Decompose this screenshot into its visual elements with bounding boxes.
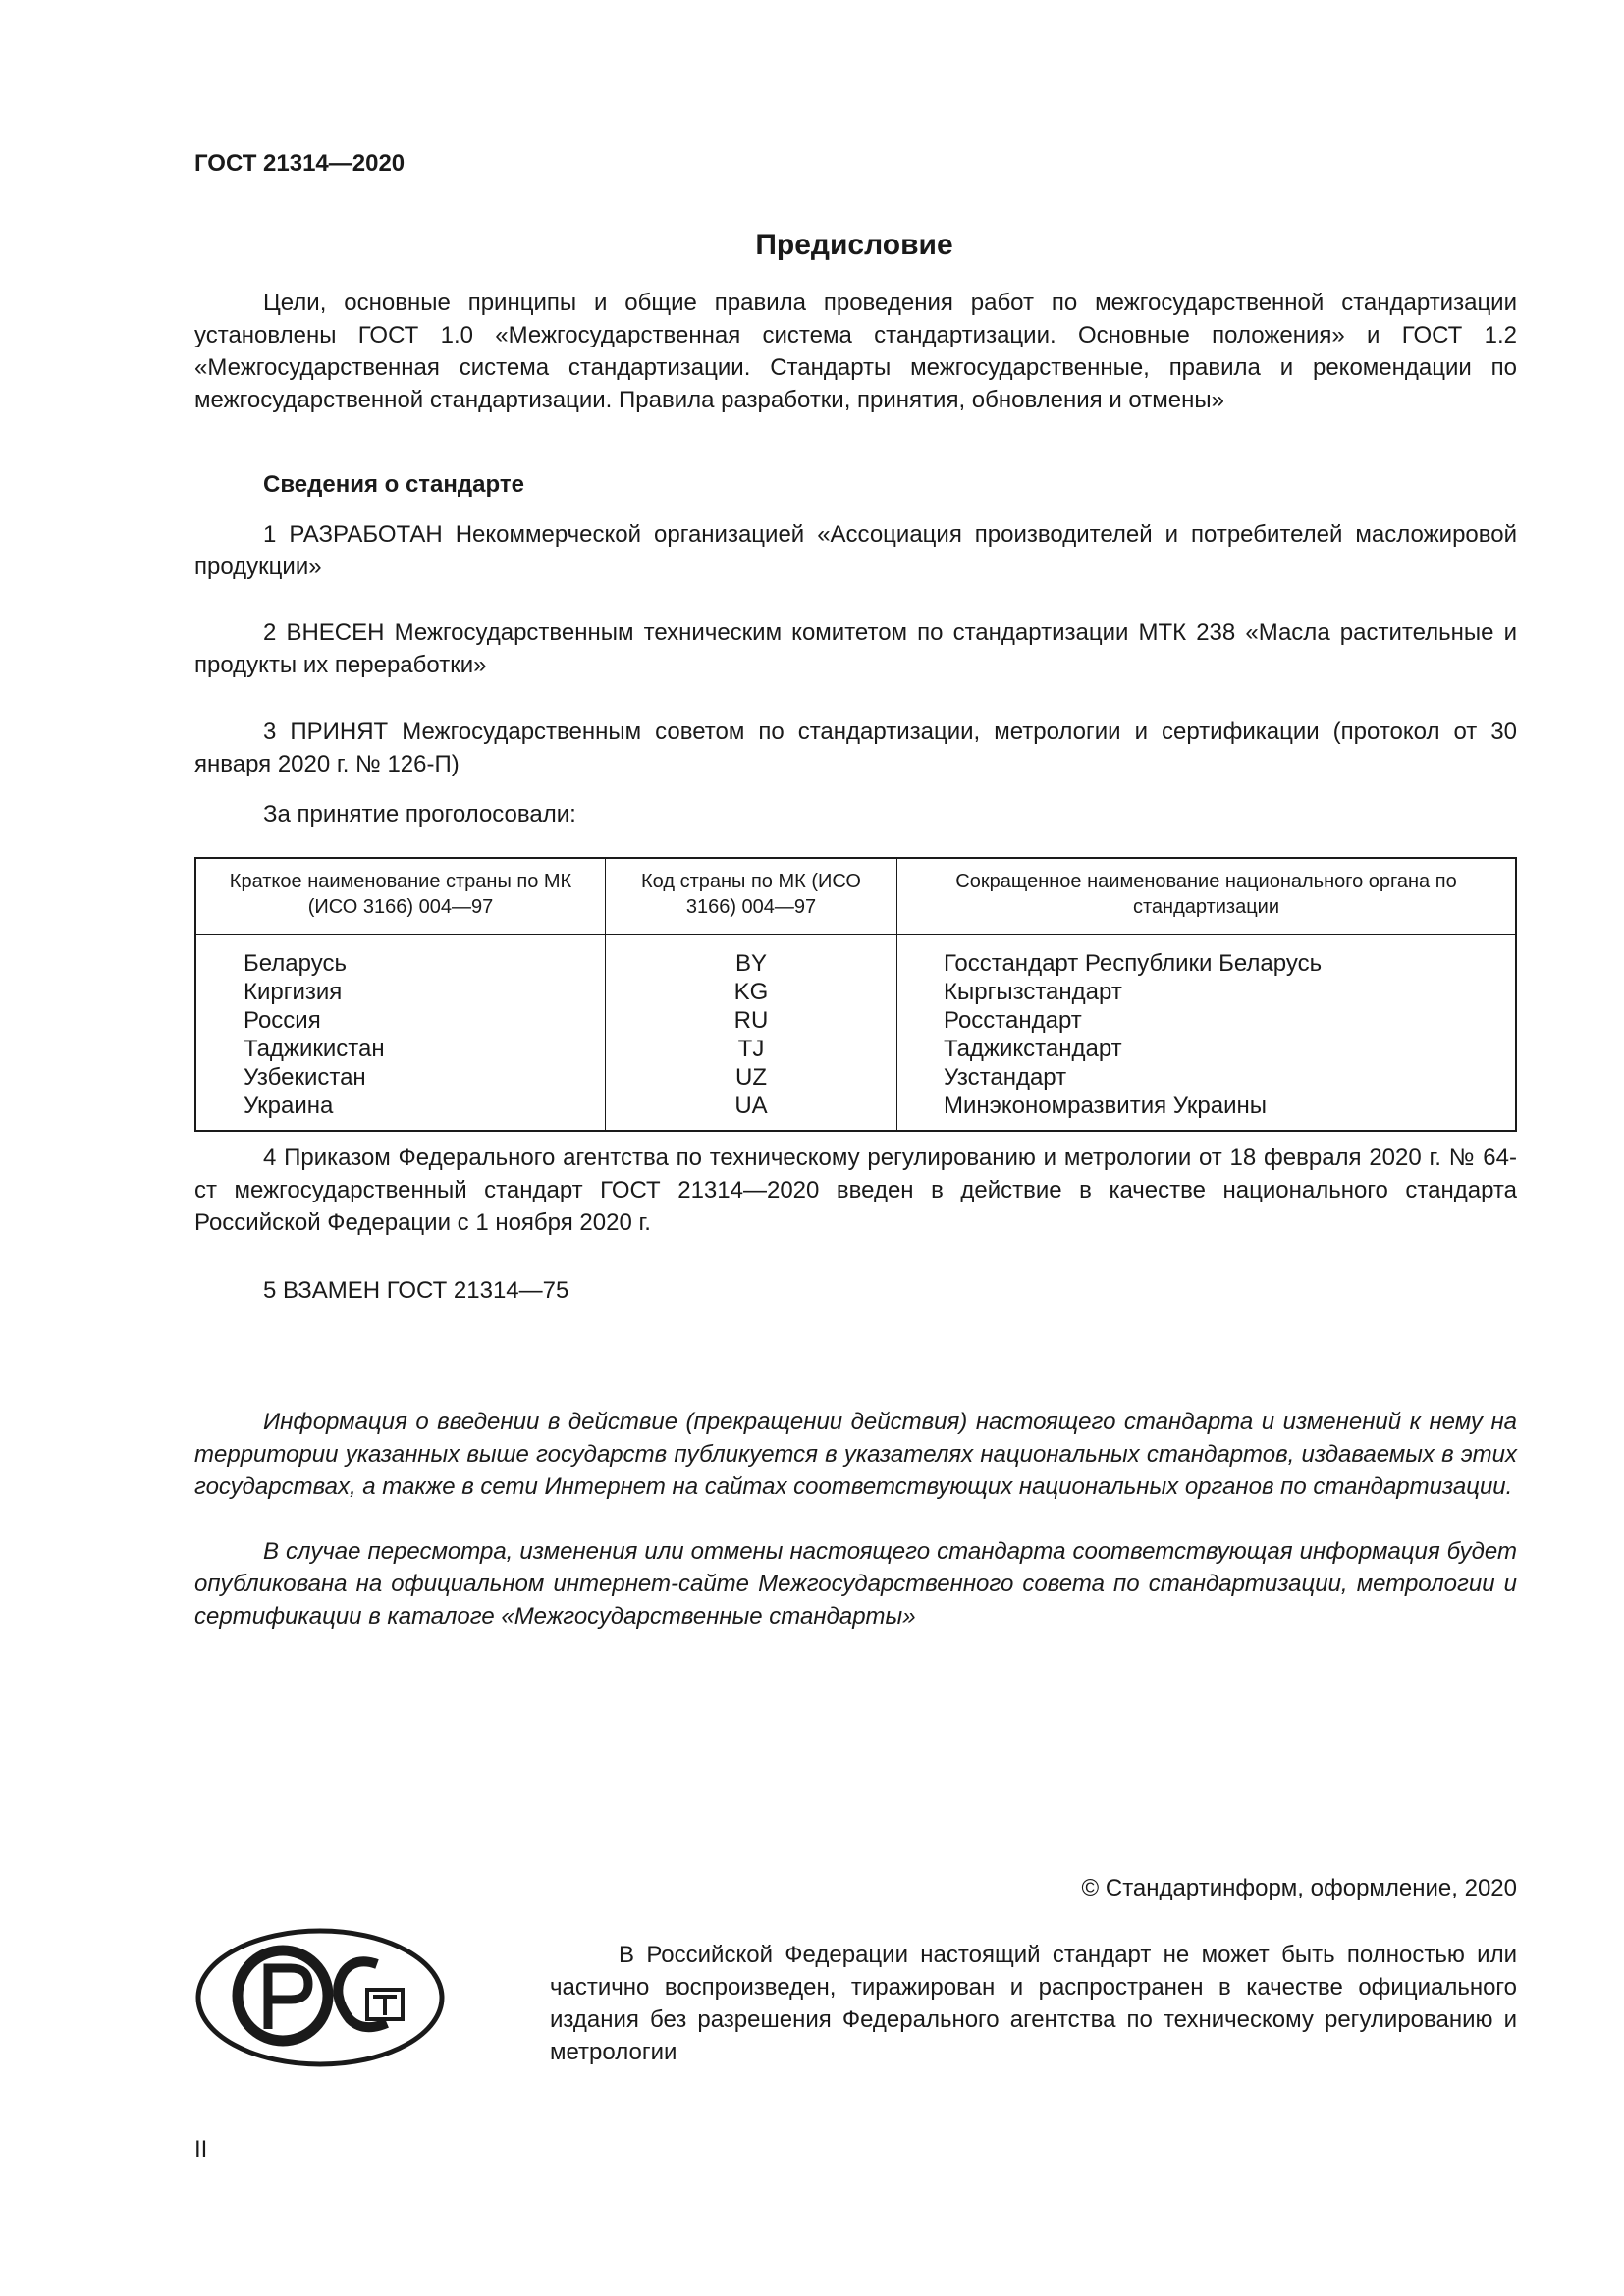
standards-body: Узстандарт bbox=[944, 1064, 1067, 1091]
table-row bbox=[195, 978, 1516, 1006]
rights-notice: В Российской Федерации настоящий стандарт не может быть полностью или частично воспроизведен, тиражирован и распространен в качестве официального издания без разрешения Федерального агентства по техническому регулированию и метрологии bbox=[550, 1942, 1517, 2065]
document-code: ГОСТ 21314—2020 bbox=[194, 150, 406, 177]
notice-publication: Информация о введении в действие (прекращении действия) настоящего стандарта и изменений к нему на территории указанных выше государств публикуется в указателях национальных стандартов, издаваемых в этих государствах, а также в сети Интернет на сайтах соответствующих национальных органов по стандартизации. bbox=[194, 1409, 1517, 1500]
notice-revision: В случае пересмотра, изменения или отмены настоящего стандарта соответствующая информация будет опубликована на официальном интернет-сайте Межгосударственного совета по стандартизации, метрологии и сертификации в каталоге «Межгосударственные стандарты» bbox=[194, 1538, 1517, 1629]
country-code: RU bbox=[606, 1006, 897, 1035]
country-name: Узбекистан bbox=[195, 1063, 606, 1092]
standards-body: Минэкономразвития Украины bbox=[944, 1093, 1268, 1119]
standards-body: Росстандарт bbox=[944, 1007, 1082, 1034]
table-header-row bbox=[195, 858, 1516, 934]
country-name: Таджикистан bbox=[195, 1035, 606, 1063]
country-code: TJ bbox=[606, 1035, 897, 1063]
rst-certification-mark-icon bbox=[194, 1927, 446, 2068]
standards-body: Госстандарт Республики Беларусь bbox=[944, 950, 1323, 977]
item-enactment-order: 4 Приказом Федерального агентства по техническому регулированию и метрологии от 18 февраля 2020 г. № 64-ст межгосударственный стандарт ГОСТ 21314—2020 введен в действие в качестве национального стандарта Российской Федерации с 1 ноября 2020 г. bbox=[194, 1145, 1517, 1236]
foreword-intro: Цели, основные принципы и общие правила проведения работ по межгосударственной стандартизации установлены ГОСТ 1.0 «Межгосударственная система стандартизации. Основные положения» и ГОСТ 1.2 «Межгосударственная система стандартизации. Стандарты межгосударственные, правила и рекомендации по межгосударственной стандартизации. Правила разработки, принятия, обновления и отмены» bbox=[194, 290, 1517, 413]
header-country-name: Краткое наименование страны по МК (ИСО 3166) 004—97 bbox=[195, 858, 606, 934]
country-code: UZ bbox=[606, 1063, 897, 1092]
standards-body: Таджикстандарт bbox=[944, 1036, 1122, 1062]
country-name: Россия bbox=[195, 1006, 606, 1035]
item-adopted: 3 ПРИНЯТ Межгосударственным советом по стандартизации, метрологии и сертификации (протокол от 30 января 2020 г. № 126-П) bbox=[194, 719, 1517, 777]
country-code: BY bbox=[606, 934, 897, 978]
table-row bbox=[195, 1035, 1516, 1063]
table-row bbox=[195, 1006, 1516, 1035]
table-row bbox=[195, 934, 1516, 978]
table-row bbox=[195, 1063, 1516, 1092]
header-standards-body: Сокращенное наименование национального органа по стандартизации bbox=[897, 858, 1517, 934]
item-replaces: 5 ВЗАМЕН ГОСТ 21314—75 bbox=[263, 1277, 569, 1304]
page-title: Предисловие bbox=[755, 229, 953, 261]
country-name: Украина bbox=[195, 1092, 606, 1131]
page-number: II bbox=[194, 2136, 208, 2163]
country-name: Беларусь bbox=[195, 934, 606, 978]
copyright-line: © Стандартинформ, оформление, 2020 bbox=[1081, 1875, 1517, 1901]
voting-countries-table bbox=[194, 857, 1517, 1132]
header-country-code: Код страны по МК (ИСО 3166) 004—97 bbox=[606, 858, 897, 934]
standards-body: Кыргызстандарт bbox=[944, 979, 1122, 1005]
table-row bbox=[195, 1092, 1516, 1131]
standard-info-heading: Сведения о стандарте bbox=[263, 471, 524, 498]
vote-intro: За принятие проголосовали: bbox=[263, 801, 576, 828]
country-code: KG bbox=[606, 978, 897, 1006]
country-name: Киргизия bbox=[195, 978, 606, 1006]
country-code: UA bbox=[606, 1092, 897, 1131]
item-developed: 1 РАЗРАБОТАН Некоммерческой организацией «Ассоциация производителей и потребителей масложировой продукции» bbox=[194, 521, 1517, 580]
item-submitted: 2 ВНЕСЕН Межгосударственным техническим комитетом по стандартизации МТК 238 «Масла растительные и продукты их переработки» bbox=[194, 619, 1517, 678]
